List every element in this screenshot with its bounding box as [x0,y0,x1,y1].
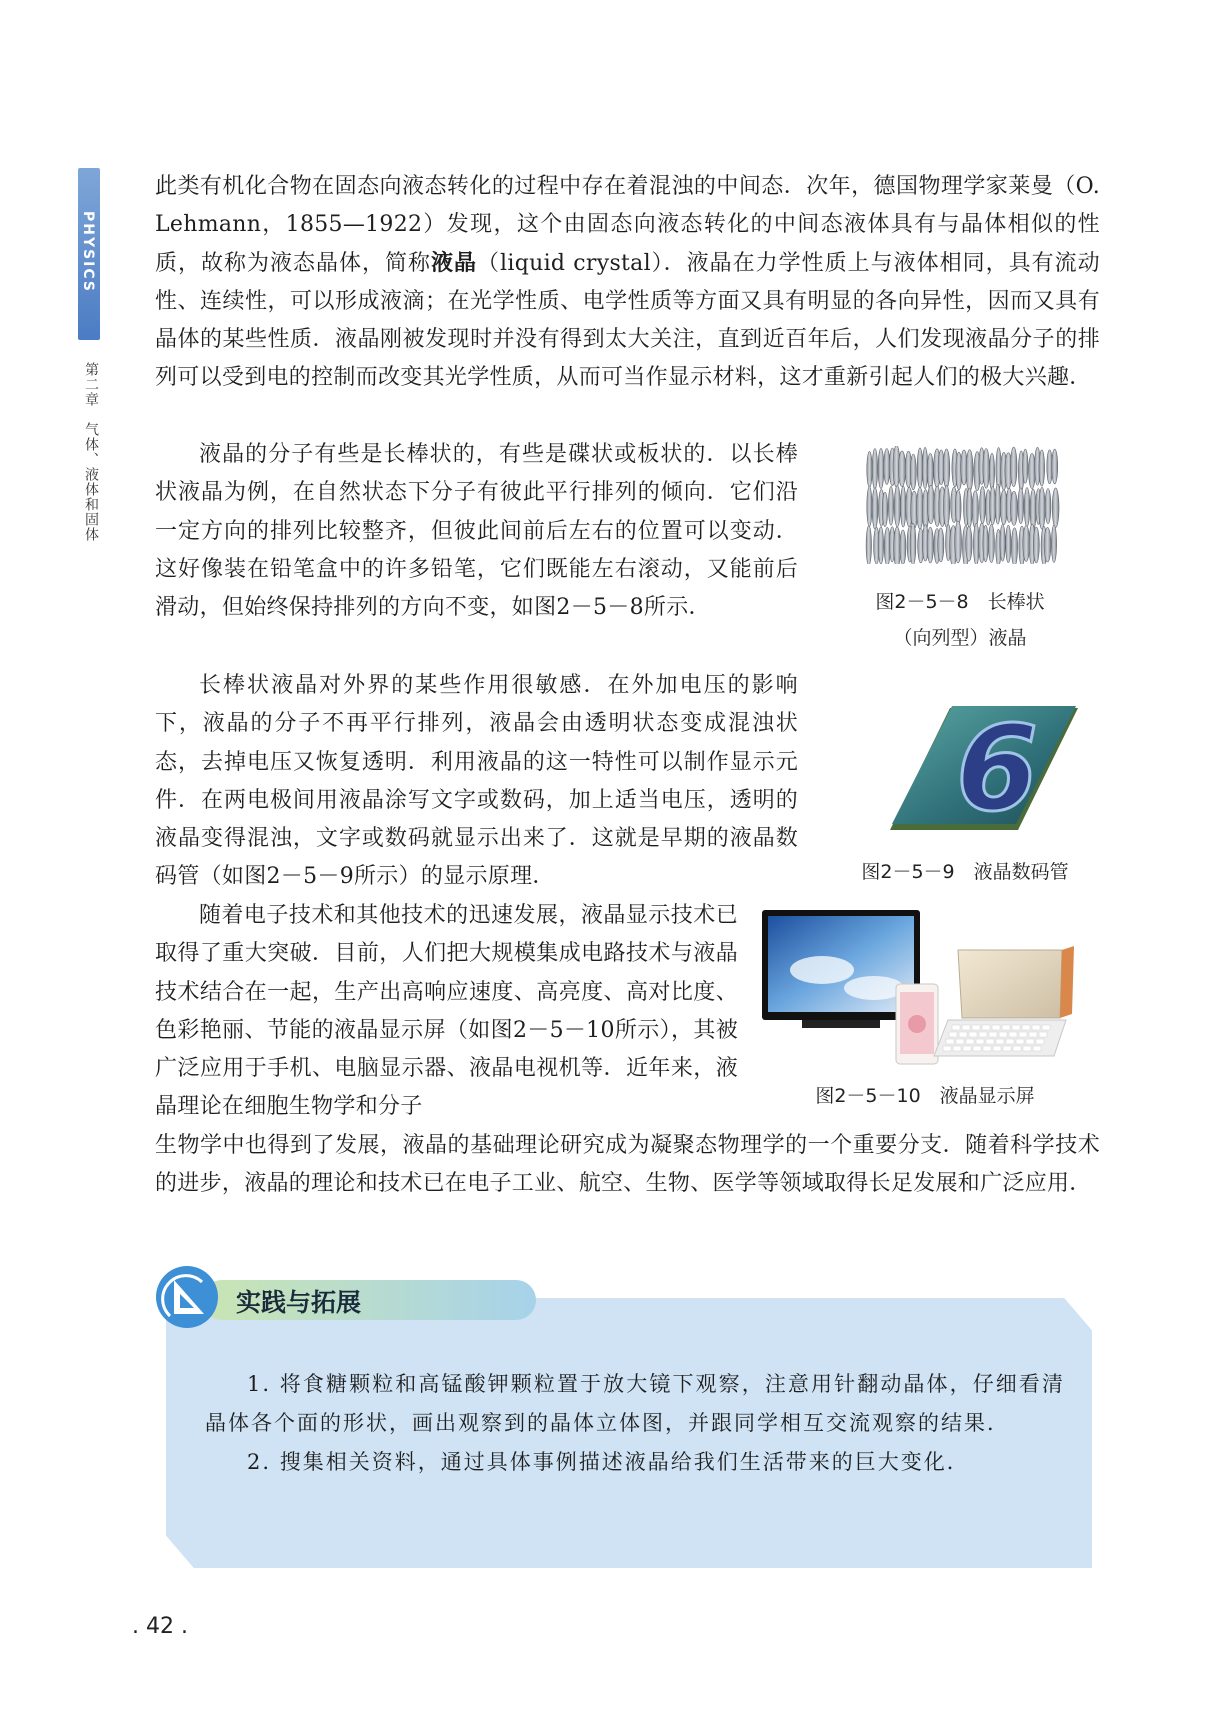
lcd-digit: 6 [956,706,1039,836]
tv-cloud [790,956,854,984]
keyboard-key [1026,1039,1034,1044]
paragraph-1-text: 此类有机化合物在固态向液态转化的过程中存在着混浊的中间态．次年，德国物理学家莱曼（O. Lehmann，1855—1922）发现，这个由固态向液态转化的中间态液体具有与晶体相似的性质，故称为液态晶体，简称 [155,174,1100,276]
paragraph-3-text: 长棒状液晶对外界的某些作用很敏感．在外加电压的影响下，液晶的分子不再平行排列，液晶会由透明状态变成混浊状态，去掉电压又恢复透明．利用液晶的这一特性可以制作显示元件．在两电极间用液晶涂写文字或数码，加上适当电压，透明的液晶变得混浊，文字或数码就显示出来了．这就是早期的液晶数码管（如图2－5－9所示）的显示原理． [155,673,798,890]
keyboard-key [1019,1032,1027,1037]
rod-molecule [938,528,944,562]
keyboard-key [953,1046,961,1051]
rod-molecule [1006,525,1011,562]
rod-molecule [1024,488,1030,527]
keyboard-key [973,1046,981,1051]
side-physics-label: PHYSICS [80,210,96,294]
keyboard-key [969,1032,977,1037]
rod-molecule [983,449,990,489]
side-chapter-label: 第二章 气体、液体和固体 [83,362,99,542]
keyboard-key [993,1046,1001,1051]
rod-molecule [990,487,996,525]
rod-molecule [988,524,994,562]
keyboard-key [959,1032,967,1037]
figure-rod-liquid-crystal [862,446,1062,564]
rod-molecule [878,448,884,488]
keyboard-key [956,1039,964,1044]
rod-molecule [910,454,916,490]
paragraph-1-end: （liquid crystal）．液晶在力学性质上与液体相同，具有流动性、连续性，可以形成液滴；在光学性质、电学性质等方面又具有明显的各向异性，因而又具有晶体的某些性质．液晶刚被发现时并没有得到太大关注，直到近百年后，人们发现液晶分子的排列可以受到电的控制而改变其光学性质，从而可当作显示材料，这才重新引起人们的极大兴趣． [155,250,1100,391]
rod-molecules [866,446,1059,564]
rod-molecule [867,487,872,527]
practice-title: 实践与拓展 [236,1288,362,1317]
rod-molecule [1052,488,1059,528]
keyboard-key [989,1032,997,1037]
keyboard-key [1006,1039,1014,1044]
rod-molecule [1010,447,1017,487]
figure-8-caption-line1: 图2－5－8 长棒状 [875,591,1045,613]
rod-molecule [955,521,962,563]
keyboard-key [1009,1032,1017,1037]
keyboard-key [1022,1025,1030,1030]
keyboard-key [946,1039,954,1044]
rod-molecule [966,527,972,562]
rod-molecule [917,448,923,488]
page-number: . 42 . [132,1614,188,1639]
keyboard-key [1003,1046,1011,1051]
rod-molecule [972,491,978,528]
rod-molecule [1018,488,1024,524]
rod-molecule [1051,525,1056,563]
keyboard-key [943,1046,951,1051]
rod-molecule [1011,491,1018,525]
rod-molecule [910,523,916,564]
keyboard-key [1012,1025,1020,1030]
keyboard-key [963,1046,971,1051]
keyboard-key [972,1025,980,1030]
keyboard-key [992,1025,1000,1030]
rod-molecule [894,486,900,527]
rod-molecule [1052,449,1058,484]
keyboard-key [1032,1025,1040,1030]
tv-cloud [844,976,904,1000]
paragraph-2-text: 液晶的分子有些是长棒状的，有些是碟状或板状的．以长棒状液晶为例，在自然状态下分子有彼此平行排列的倾向．它们沿一定方向的排列比较整齐，但彼此间前后左右的位置可以变动．这好像装在铅笔盒中的许多铅笔，它们既能左右滚动，又能前后滑动，但始终保持排列的方向不变，如图2－5－8所示． [155,442,798,621]
keyboard-key [1013,1046,1021,1051]
paragraph-4b-text: 生物学中也得到了发展，液晶的基础理论研究成为凝聚态物理学的一个重要分支．随着科学技术的进步，液晶的理论和技术已在电子工业、航空、生物、医学等领域取得长足发展和广泛应用． [155,1133,1100,1197]
keyboard-key [1033,1046,1041,1051]
keyboard-key [962,1025,970,1030]
paragraph-4a [155,897,738,1127]
practice-item-2: 2. 搜集相关资料，通过具体事例描述液晶给我们生活带来的巨大变化． [247,1450,970,1474]
practice-header [156,1266,536,1326]
rod-molecule [900,530,906,564]
rod-molecule [1011,528,1017,564]
triangle-ruler-icon [156,1266,218,1328]
rod-molecule [901,486,906,527]
paragraph-1 [155,168,1100,398]
rod-molecule [872,488,878,529]
rod-molecule [943,449,950,488]
rod-molecule [983,525,988,562]
keyboard-key [982,1025,990,1030]
rod-molecule [944,485,950,527]
keyboard-key [1036,1039,1044,1044]
keyboard-key [983,1046,991,1051]
paragraph-4b [155,1127,1100,1204]
keyboard-key [996,1039,1004,1044]
keyboard-key [979,1032,987,1037]
figure-lcd-digit-tube [890,706,1080,836]
rod-molecule [980,486,986,523]
paragraph-2 [155,436,798,627]
keyboard-key [986,1039,994,1044]
rod-molecule [967,488,973,528]
paragraph-4a-text: 随着电子技术和其他技术的迅速发展，液晶显示技术已取得了重大突破．目前，人们把大规模集成电路技术与液晶技术结合在一起，生产出高响应速度、高亮度、高对比度、色彩艳丽、节能的液晶显示屏（如图2－5－10所示），其被广泛应用于手机、电脑显示器、液晶电视机等．近年来，液晶理论在细胞生物学和分子 [155,903,738,1120]
figure-10-caption: 图2－5－10 液晶显示屏 [815,1085,1035,1107]
keyboard-key [1039,1032,1047,1037]
term-liquid-crystal: 液晶 [431,250,478,276]
keyboard-key [1002,1025,1010,1030]
practice-items [205,1365,1065,1482]
keyboard-key [1023,1046,1031,1051]
keyboard-key [1016,1039,1024,1044]
figure-8-caption-line2: （向列型）液晶 [893,627,1027,649]
rod-molecule [878,527,883,564]
figure-8-caption [850,584,1070,656]
rod-molecule [1023,449,1028,483]
rod-molecule [872,449,877,490]
rod-molecule [1023,526,1030,562]
rod-molecule [882,492,887,527]
rod-molecule [898,451,905,487]
rod-molecule [894,527,901,564]
tablet-screen [958,950,1062,1018]
phone-flower [908,1015,926,1033]
keyboard-key [949,1032,957,1037]
keyboard-key [1029,1032,1037,1037]
tablet-stand [1060,946,1074,1018]
practice-item-1: 1. 将食糖颗粒和高锰酸钾颗粒置于放大镜下观察，注意用针翻动晶体，仔细看清晶体各个面的形状，画出观察到的晶体立体图，并跟同学相互交流观察的结果． [205,1372,1065,1435]
rod-molecule [927,527,933,563]
keyboard-key [1042,1025,1050,1030]
rod-molecule [995,484,1000,524]
tv-stand [802,1020,880,1028]
rod-molecule [1039,450,1045,486]
figure-lcd-displays [762,910,1082,1072]
rod-molecule [955,490,961,524]
rod-molecule [989,453,994,490]
rod-molecule [867,451,872,487]
rod-molecule [888,486,893,525]
keyboard-key [952,1025,960,1030]
keyboard-key [966,1039,974,1044]
rod-molecule [966,450,973,492]
rod-molecule [1033,527,1039,563]
rod-molecule [866,526,871,564]
paragraph-3 [155,667,798,897]
rod-molecule [1045,489,1051,524]
rod-molecule [1044,527,1051,562]
figure-9-caption: 图2－5－9 液晶数码管 [861,861,1069,883]
keyboard-key [976,1039,984,1044]
keyboard-key [999,1032,1007,1037]
rod-molecule [1039,487,1045,529]
rod-molecule [927,453,933,489]
rod-molecule [927,485,934,523]
rod-molecule [1000,525,1005,562]
